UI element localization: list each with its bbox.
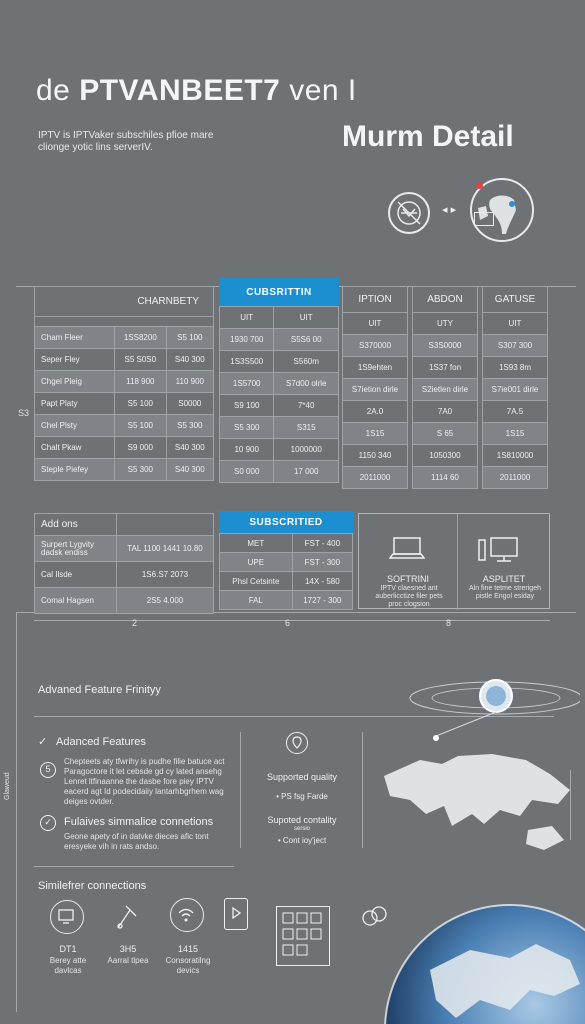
table-row (220, 373, 339, 395)
dim-left: S3 (18, 408, 30, 418)
table-row (343, 379, 408, 401)
gatuse-sub: UIT (483, 313, 548, 335)
channel-value-a-cell: S5 100 (115, 393, 167, 415)
title-main: PTVANBEET7 (79, 74, 281, 107)
frame-left-line (16, 612, 17, 1012)
antenna-icon (112, 902, 142, 937)
gatuse-value-cell: 1S93 8m (483, 357, 548, 379)
subscribed-label-cell: MET (220, 534, 293, 553)
dimension-line (34, 620, 550, 621)
gatuse-header: GATUSE (483, 287, 548, 313)
wifi-icon (170, 898, 204, 932)
subscription-value-b-cell: 7*40 (274, 395, 339, 417)
channel-value-b-cell: S40 300 (166, 349, 213, 371)
channel-name-cell: Chalt Pkaw (35, 437, 115, 459)
table-row (220, 395, 339, 417)
location-pin-icon (476, 182, 483, 189)
iption-value-cell: 1S9ehten (343, 357, 408, 379)
channel-value-b-cell: S40 300 (166, 459, 213, 481)
channel-name-cell: Seper Fley (35, 349, 115, 371)
subscription-table (219, 306, 339, 483)
table-row (343, 401, 408, 423)
channel-table (34, 286, 214, 481)
subscription-value-a-cell: S5 300 (220, 417, 274, 439)
table-row (35, 536, 214, 562)
table-row (220, 329, 339, 351)
subscription-sub-a: UIT (220, 307, 274, 329)
channel-value-a-cell: S5 S0S0 (115, 349, 167, 371)
table-row (220, 534, 353, 553)
table-row (343, 357, 408, 379)
addon-label-cell: Surpert Lygvity dadsk endiss (35, 536, 117, 562)
iption-value-cell: 1S15 (343, 423, 408, 445)
addons-header: Add ons (35, 514, 117, 536)
addon-value-cell: TAL 1100 1441 10.80 (117, 536, 214, 562)
table-row (413, 357, 478, 379)
subscription-value-a-cell: S0 000 (220, 461, 274, 483)
table-row (483, 423, 548, 445)
table-row (483, 357, 548, 379)
channel-name-cell: Chgel Pleig (35, 371, 115, 393)
addons-header-spacer (117, 514, 214, 536)
iption-value-cell: 1150 340 (343, 445, 408, 467)
addon-value-cell: S 65 (413, 423, 478, 445)
channel-value-b-cell: S5 300 (166, 415, 213, 437)
devices-panel (358, 513, 550, 609)
subscription-value-b-cell: 17 000 (274, 461, 339, 483)
dim-c: 8 (446, 618, 452, 628)
table-row (220, 351, 339, 373)
check-icon: ✓ (38, 736, 48, 748)
connections-title: Similefrer connections (38, 880, 147, 892)
devices-right-desc: Aln fine tetme strerigeh pistle Engol esiday (469, 585, 541, 600)
play-tablet-icon (224, 898, 248, 930)
subscribed-value-cell: FST - 300 (292, 553, 352, 572)
subscription-value-b-cell: S7d00 olrle (274, 373, 339, 395)
devices-right-title: ASPLITET (482, 574, 526, 584)
table-row (343, 467, 408, 489)
channel-table-spacer (35, 317, 214, 327)
page-subtitle: IPTV is IPTVaker subschiles pfioe mare clionge yotic lins serverIV. (38, 130, 214, 153)
addon-table (412, 286, 478, 489)
subscription-value-a-cell: 1930 700 (220, 329, 274, 351)
channel-value-b-cell: S5 100 (166, 327, 213, 349)
laptop-icon (389, 536, 425, 567)
table-row (35, 459, 214, 481)
devices-divider (457, 514, 458, 610)
table-row (483, 445, 548, 467)
channel-value-a-cell: S5 300 (115, 459, 167, 481)
iption-value-cell: S370000 (343, 335, 408, 357)
gatuse-value-cell: 7A.5 (483, 401, 548, 423)
addon-value-cell: 1050300 (413, 445, 478, 467)
remote-grid-icon (276, 906, 330, 966)
device-icon (474, 212, 494, 226)
connection-desc-3: Consoratilng devics (165, 956, 211, 975)
features-col-line-1 (240, 732, 241, 848)
contality-title: Supoted contality (267, 815, 337, 825)
contality-item: • Cont ioy'ject (277, 836, 327, 845)
tv-icon (50, 900, 84, 934)
quality-title: Supported quality (266, 772, 338, 782)
subscription-value-b-cell: S5S6 00 (274, 329, 339, 351)
channel-value-a-cell: S9 000 (115, 437, 167, 459)
iption-header: IPTION (343, 287, 408, 313)
iption-sub: UIT (343, 313, 408, 335)
subscription-value-a-cell: 10 900 (220, 439, 274, 461)
quality-pin-icon (286, 732, 308, 754)
subscription-value-a-cell: S9 100 (220, 395, 274, 417)
table-row (220, 417, 339, 439)
connection-desc-1: Berey atte davlcas (49, 956, 87, 975)
gatuse-value-cell: S307 300 (483, 335, 548, 357)
table-row (220, 439, 339, 461)
table-row (35, 588, 214, 614)
dim-b: 6 (285, 618, 291, 628)
gatuse-value-cell: S7ie001 dirle (483, 379, 548, 401)
addon-value-cell: 7A0 (413, 401, 478, 423)
addon-value-cell: S2ietlen dirle (413, 379, 478, 401)
channel-value-a-cell: S5 100 (115, 415, 167, 437)
table-row (483, 467, 548, 489)
subscribed-header: SUBSCRITIED (219, 511, 353, 533)
subscribed-label-cell: FAL (220, 591, 293, 610)
table-row (343, 335, 408, 357)
subscribed-table (219, 533, 353, 610)
table-row (413, 423, 478, 445)
table-row (220, 572, 353, 591)
iption-value-cell: 2011000 (343, 467, 408, 489)
fullness-title: Fulaives simmalice connetions (64, 816, 214, 828)
features-section-title: Advaned Feature Frinityy (38, 684, 161, 696)
iption-value-cell: 2A.0 (343, 401, 408, 423)
channel-table-header: CHARNBETY (35, 287, 214, 317)
channel-value-a-cell: 118 900 (115, 371, 167, 393)
table-row (220, 461, 339, 483)
table-row (483, 335, 548, 357)
iption-table (342, 286, 408, 489)
channel-value-b-cell: S0000 (166, 393, 213, 415)
table-row (343, 445, 408, 467)
addon-label-cell: Cal Ilsde (35, 562, 117, 588)
title-prefix: de (36, 74, 80, 107)
subscription-value-b-cell: 1000000 (274, 439, 339, 461)
table-row (35, 327, 214, 349)
connections-top-line (34, 866, 234, 867)
table-row (483, 401, 548, 423)
subscription-value-b-cell: S560m (274, 351, 339, 373)
devices-left-desc: IPTV claesned ant auberlicctize filer pets proc clogsion (375, 585, 443, 608)
subscribed-value-cell: 1727 - 300 (292, 591, 352, 610)
subscription-value-b-cell: S315 (274, 417, 339, 439)
features-col-line-2 (362, 732, 363, 848)
subscription-value-a-cell: 1S5700 (220, 373, 274, 395)
addon-value-cell: 1S37 fon (413, 357, 478, 379)
gatuse-value-cell: 2011000 (483, 467, 548, 489)
feature-badge-icon: 5 (40, 762, 56, 778)
addon-label-cell: Comal Hagsen (35, 588, 117, 614)
addon-header: ABDON (413, 287, 478, 313)
table-row (35, 562, 214, 588)
title-suffix: ven I (280, 74, 357, 107)
table-row (413, 445, 478, 467)
channel-value-b-cell: S40 300 (166, 437, 213, 459)
addon-value-cell: S3S0000 (413, 335, 478, 357)
gatuse-value-cell: 1S810000 (483, 445, 548, 467)
connection-label-3: 1415 (177, 944, 199, 954)
iption-value-cell: S7ietion dirle (343, 379, 408, 401)
table-row (413, 335, 478, 357)
detail-title: Murm Detail (342, 120, 514, 153)
table-row (35, 393, 214, 415)
advanced-features-title: Adanced Features (56, 736, 146, 748)
check-circle-icon: ✓ (40, 815, 56, 831)
quality-item: • PS fsg Farde (276, 792, 328, 801)
table-row (35, 371, 214, 393)
subscribed-value-cell: 14X - 580 (292, 572, 352, 591)
connection-desc-2: Aarral tlpea (107, 956, 149, 965)
table-row (35, 437, 214, 459)
table-row (35, 349, 214, 371)
fullness-desc: Geone apety of in datvke dieces afic tont eresyeke vih in rats andso. (64, 832, 209, 851)
table-row (343, 423, 408, 445)
addon-value-cell: 1S6.S7 2073 (117, 562, 214, 588)
subscribed-label-cell: Phsl Cetsinte (220, 572, 293, 591)
addon-value-cell: 2S5 4.000 (117, 588, 214, 614)
dim-vertical: Glaweud (4, 772, 11, 800)
page-title (36, 74, 357, 108)
earth-globe-illustration (340, 900, 585, 1024)
gatuse-value-cell: 1S15 (483, 423, 548, 445)
channel-name-cell: Chel Plsty (35, 415, 115, 437)
table-row (35, 415, 214, 437)
no-signal-icon (388, 192, 430, 234)
subscription-value-a-cell: 1S3S500 (220, 351, 274, 373)
world-map-illustration (380, 664, 580, 889)
table-row (413, 379, 478, 401)
table-row (413, 401, 478, 423)
advanced-features-desc: Chepteets aty tfwrihy is pudhe filie batuce act Paragoctore it let cebsde gd cy lated ansehg Lenret ltfinaanne the dasbe fore piey IPTV eacerd agt Id podecidaiiy lantarhbgrhem wag deiges ovtder. (64, 757, 225, 806)
subscribed-value-cell: FST - 400 (292, 534, 352, 553)
table-row (413, 467, 478, 489)
subscription-sub-b: UIT (274, 307, 339, 329)
channel-name-cell: Cham Fleer (35, 327, 115, 349)
desktop-icon (477, 536, 529, 569)
dim-a: 2 (132, 618, 138, 628)
channel-value-b-cell: 110 900 (166, 371, 213, 393)
table-row (220, 591, 353, 610)
table-row (483, 379, 548, 401)
table-row (220, 553, 353, 572)
addon-value-cell: 1114 60 (413, 467, 478, 489)
contality-sub: sersio (293, 826, 310, 832)
swap-arrows-icon: ◂ ▸ (442, 204, 457, 216)
channel-value-a-cell: 1SS8200 (115, 327, 167, 349)
connection-label-2: 3H5 (119, 944, 137, 954)
addons-table (34, 513, 214, 614)
channel-name-cell: Papt Platy (35, 393, 115, 415)
subscribed-label-cell: UPE (220, 553, 293, 572)
addon-sub: UTY (413, 313, 478, 335)
devices-left-title: SOFTRINI (387, 574, 429, 584)
channel-name-cell: Steple Piefey (35, 459, 115, 481)
subscription-table-header: CUBSRITTIN (219, 278, 339, 306)
gatuse-table (482, 286, 548, 489)
connection-label-1: DT1 (59, 944, 77, 954)
